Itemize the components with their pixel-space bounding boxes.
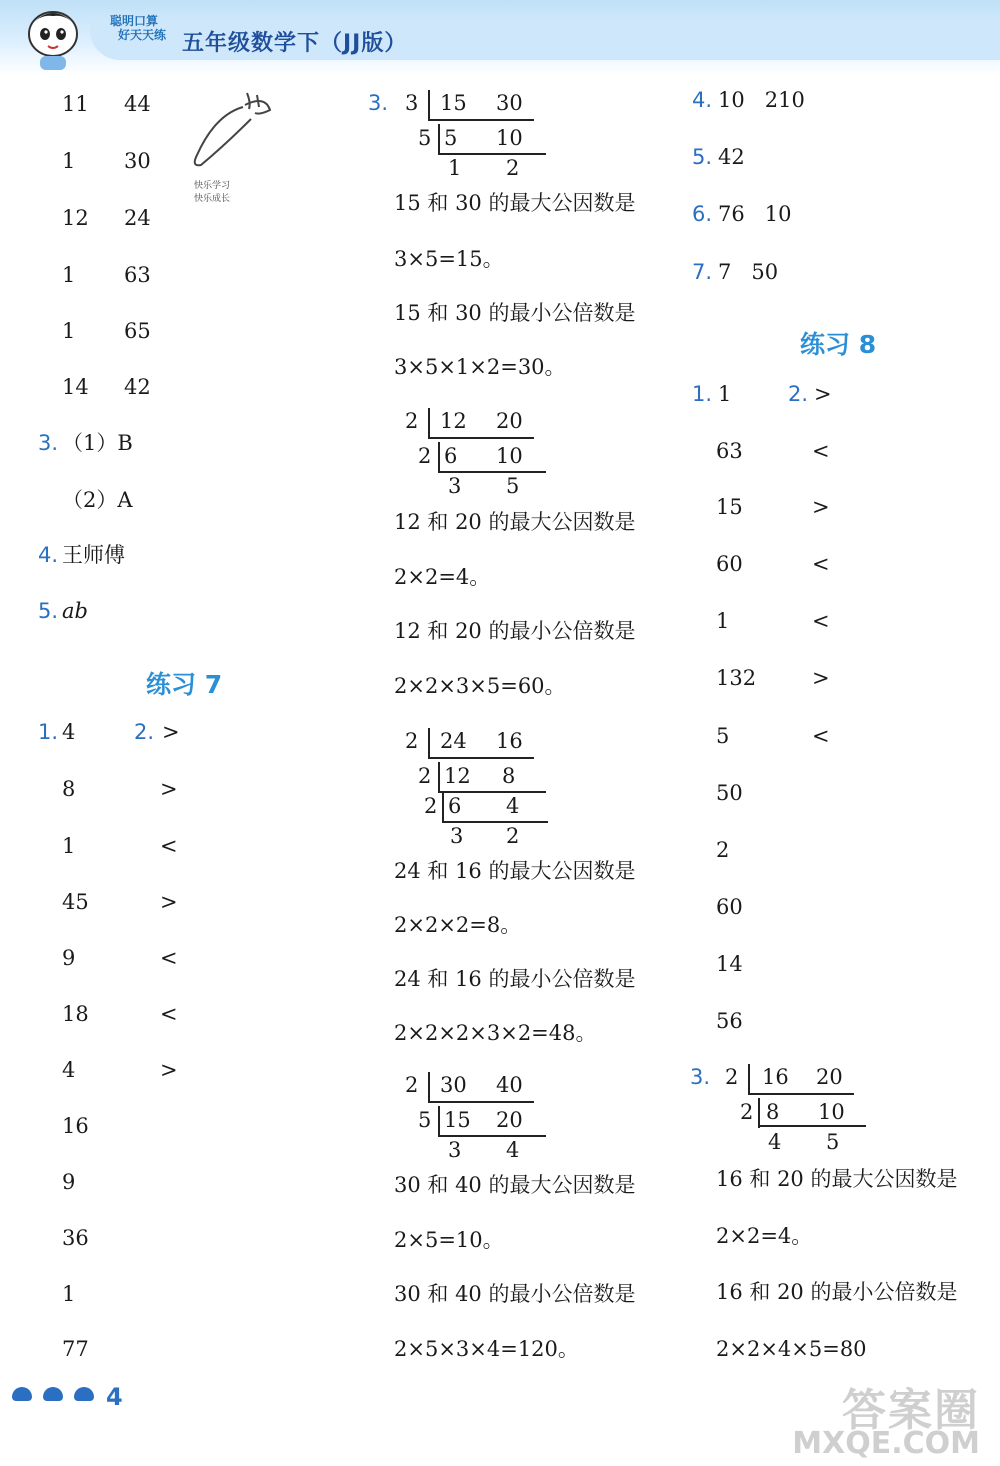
question-number: 6.	[692, 202, 713, 226]
answer-text: 4	[62, 720, 76, 744]
answer-text: 2×2×3×5=60。	[394, 674, 566, 698]
dividend: 6	[448, 794, 462, 818]
answer-text: 50	[716, 781, 743, 805]
answer-text: 45	[62, 890, 89, 914]
pair-b: 42	[124, 375, 151, 399]
dividend: 30	[440, 1073, 467, 1097]
section-title: 练习 7	[146, 670, 223, 699]
paw-icon	[12, 1387, 32, 1401]
dividend: 20	[496, 1108, 523, 1132]
page-number: 4	[106, 1383, 123, 1411]
answer-text: >	[162, 720, 180, 744]
dividend: 16	[762, 1065, 789, 1089]
divisor: 2	[405, 409, 419, 433]
short-division	[400, 1070, 560, 1160]
answer-text: 2×2×2=8。	[394, 913, 522, 937]
quotient: 1	[448, 156, 462, 180]
dividend: 24	[440, 729, 467, 753]
answer-text: >	[160, 777, 178, 801]
answer-text: >	[814, 382, 832, 406]
divisor: 2	[725, 1065, 739, 1089]
answer-text: 10 210	[718, 88, 805, 112]
answer-text: 24 和 16 的最大公因数是	[394, 859, 636, 883]
answer-text: 1	[62, 1282, 76, 1306]
dividend: 40	[496, 1073, 523, 1097]
answer-text: 63	[716, 439, 743, 463]
pair-b: 63	[124, 263, 151, 287]
divisor: 2	[405, 729, 419, 753]
short-division	[720, 1062, 880, 1152]
dividend: 12	[440, 409, 467, 433]
answer-text: 14	[716, 952, 743, 976]
question-number: 4.	[38, 543, 59, 567]
pair-b: 24	[124, 206, 151, 230]
watermark-url: MXQE.COM	[792, 1426, 980, 1461]
question-number: 3.	[690, 1065, 711, 1089]
dividend: 12	[444, 764, 471, 788]
short-division	[400, 406, 560, 496]
pair-a: 14	[62, 375, 89, 399]
answer-text: 132	[716, 666, 757, 690]
paw-icon	[74, 1387, 94, 1401]
question-number: 5.	[692, 145, 713, 169]
answer-text: 3×5×1×2=30。	[394, 355, 566, 379]
answer-text: 15	[716, 495, 743, 519]
answer-text: 15 和 30 的最小公倍数是	[394, 301, 636, 325]
answer-text: 1	[62, 834, 76, 858]
short-division	[400, 726, 560, 850]
page-header	[0, 0, 1000, 75]
answer-text: <	[812, 724, 830, 748]
answer-text: 3×5=15。	[394, 247, 504, 271]
quotient: 4	[506, 1138, 520, 1162]
question-number: 7.	[692, 260, 713, 284]
answer-text: >	[160, 890, 178, 914]
answer-text: 12 和 20 的最大公因数是	[394, 510, 636, 534]
answer-text: 1	[716, 609, 730, 633]
question-number: 1.	[38, 720, 59, 744]
question-number: 1.	[692, 382, 713, 406]
doodle-caption: 快乐成长	[194, 194, 231, 204]
answer-text: <	[812, 552, 830, 576]
question-number: 3.	[38, 431, 59, 455]
quotient: 3	[448, 1138, 462, 1162]
question-number: 3.	[368, 91, 389, 115]
mascot-icon	[22, 4, 84, 72]
pair-b: 44	[124, 92, 151, 116]
footer-decoration	[12, 1386, 100, 1405]
brand-logo: 聪明口算 好天天练	[110, 14, 167, 42]
answer-text: 9	[62, 946, 76, 970]
answer-text: 60	[716, 895, 743, 919]
answer-text: 4	[62, 1058, 76, 1082]
dividend: 30	[496, 91, 523, 115]
answer-text: >	[812, 666, 830, 690]
answer-text: 1	[718, 382, 732, 406]
answer-text: 30 和 40 的最小公倍数是	[394, 1282, 636, 1306]
dividend: 15	[444, 1108, 471, 1132]
question-number: 2.	[788, 382, 809, 406]
quotient: 3	[448, 474, 462, 498]
answer-text: 12 和 20 的最小公倍数是	[394, 619, 636, 643]
answer-text: <	[160, 834, 178, 858]
quotient: 2	[506, 156, 520, 180]
pair-a: 1	[62, 319, 76, 343]
answer-text: 24 和 16 的最小公倍数是	[394, 967, 636, 991]
book-title: 五年级数学下（JJ版）	[182, 31, 408, 56]
divisor: 3	[405, 91, 419, 115]
answer-text: ab	[62, 599, 88, 623]
short-division	[400, 88, 560, 178]
answer-text: 2×5×3×4=120。	[394, 1337, 579, 1361]
dividend: 20	[496, 409, 523, 433]
dividend: 6	[444, 444, 458, 468]
divisor: 2	[418, 444, 432, 468]
doodle-caption: 快乐学习	[194, 181, 231, 191]
answer-text: 15 和 30 的最大公因数是	[394, 191, 636, 215]
dividend: 10	[818, 1100, 845, 1124]
answer-text: 30 和 40 的最大公因数是	[394, 1173, 636, 1197]
pair-a: 1	[62, 263, 76, 287]
dividend: 8	[766, 1100, 780, 1124]
dividend: 10	[496, 444, 523, 468]
paw-icon	[43, 1387, 63, 1401]
answer-text: <	[812, 439, 830, 463]
answer-text: >	[812, 495, 830, 519]
answer-text: 5	[716, 724, 730, 748]
dividend: 10	[496, 126, 523, 150]
answer-text: 7 50	[718, 260, 779, 284]
answer-text: 王师傅	[62, 543, 125, 567]
answer-text: 16	[62, 1114, 89, 1138]
pair-b: 30	[124, 149, 151, 173]
answer-text: 60	[716, 552, 743, 576]
pair-a: 1	[62, 149, 76, 173]
answer-text: 42	[718, 145, 745, 169]
answer-text: 36	[62, 1226, 89, 1250]
answer-text: （1）B	[62, 431, 133, 455]
question-number: 5.	[38, 599, 59, 623]
dividend: 20	[816, 1065, 843, 1089]
answer-text: 2×2×2×3×2=48。	[394, 1021, 597, 1045]
answer-text: >	[160, 1058, 178, 1082]
divisor: 5	[418, 1108, 432, 1132]
answer-text: 76 10	[718, 202, 792, 226]
answer-text: 2	[716, 838, 730, 862]
answer-text: 2×2=4。	[394, 565, 491, 589]
divisor: 2	[418, 764, 432, 788]
quotient: 4	[768, 1130, 782, 1154]
divisor: 5	[418, 126, 432, 150]
quotient: 5	[506, 474, 520, 498]
answer-text: 9	[62, 1170, 76, 1194]
divisor: 2	[740, 1100, 754, 1124]
dividend: 16	[496, 729, 523, 753]
answer-text: （2）A	[62, 488, 133, 512]
answer-text: 2×5=10。	[394, 1228, 504, 1252]
answer-text: 18	[62, 1002, 89, 1026]
dividend: 4	[506, 794, 520, 818]
watermark: 答案圈	[842, 1385, 980, 1436]
answer-text: <	[812, 609, 830, 633]
divisor: 2	[405, 1073, 419, 1097]
quotient: 2	[506, 824, 520, 848]
answer-text: 8	[62, 777, 76, 801]
divisor: 2	[424, 794, 438, 818]
answer-text: 16 和 20 的最小公倍数是	[716, 1280, 958, 1304]
answer-text: <	[160, 1002, 178, 1026]
pair-b: 65	[124, 319, 151, 343]
pair-a: 12	[62, 206, 89, 230]
answer-text: 2×2=4。	[716, 1224, 813, 1248]
pair-a: 11	[62, 92, 89, 116]
question-number: 4.	[692, 88, 713, 112]
dividend: 8	[502, 764, 516, 788]
dividend: 15	[440, 91, 467, 115]
answer-text: 2×2×4×5=80	[716, 1337, 867, 1361]
quotient: 5	[826, 1130, 840, 1154]
answer-text: 56	[716, 1009, 743, 1033]
answer-text: 16 和 20 的最大公因数是	[716, 1167, 958, 1191]
answer-text: 77	[62, 1337, 89, 1361]
question-number: 2.	[134, 720, 155, 744]
quotient: 3	[450, 824, 464, 848]
answer-text: <	[160, 946, 178, 970]
section-title: 练习 8	[800, 330, 877, 359]
dividend: 5	[444, 126, 458, 150]
